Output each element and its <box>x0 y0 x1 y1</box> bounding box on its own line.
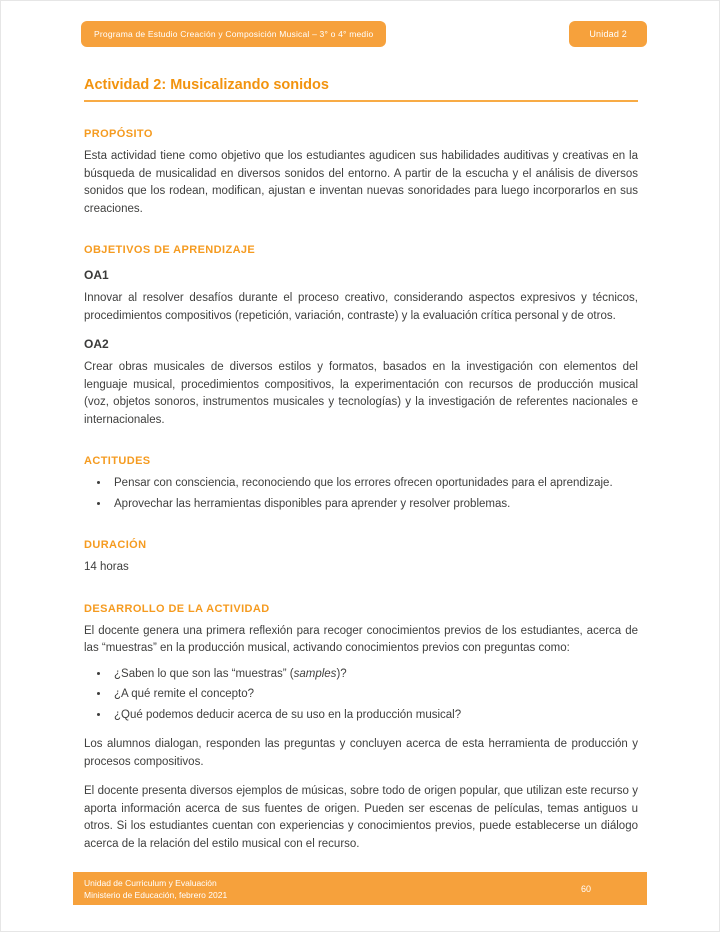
bullet-item <box>110 707 638 725</box>
oa2-label: OA2 <box>84 337 109 351</box>
question-text: ¿Qué podemos deducir acerca de su uso en la producción musical? <box>114 708 462 721</box>
page-number: 60 <box>580 883 591 894</box>
section-heading-desarrollo: DESARROLLO DE LA ACTIVIDAD <box>84 602 270 615</box>
bullet-item: • Aprovechar las herramientas disponibles para aprender y resolver problemas. <box>110 496 638 514</box>
oa1-label: OA1 <box>84 268 109 282</box>
section-heading-duracion: DURACIÓN <box>84 539 147 551</box>
desarrollo-questions-list <box>84 666 638 725</box>
footer-credits <box>84 877 227 901</box>
desarrollo-paragraph-3: El docente presenta diversos ejemplos de músicas, sobre todo de origen popular, que utilizan este recurso y aporta información acerca de sus fuentes de origen. Pueden ser escenas de películas, temas antiguos u otros. Si los estudiantes cuentan con experiencias y conocimientos previos, puede establecerse un diálogo acerca de la relación del estilo musical con el recurso. <box>84 785 638 850</box>
section-heading-actitudes: ACTITUDES <box>84 455 151 467</box>
section-heading-proposito: PROPÓSITO <box>84 128 153 140</box>
footer-org-line: Unidad de Curriculum y Evaluación <box>84 877 217 888</box>
duracion-value: 14 horas <box>84 561 129 573</box>
bullet-item <box>110 686 638 704</box>
bullet-item <box>110 666 638 684</box>
oa2-paragraph: Crear obras musicales de diversos estilos y formatos, basados en la investigación con elementos del lenguaje musical, procedimientos compositivos, la experimentación con recursos de producción musical (voz, objetos sonoros, instrumentos musicales y tecnologías) y la investigación de referentes nacionales e internacionales. <box>84 361 638 426</box>
section-heading-objetivos: OBJETIVOS DE APRENDIZAJE <box>84 244 256 256</box>
proposito-paragraph: Esta actividad tiene como objetivo que los estudiantes agudicen sus habilidades auditivas y creativas en la búsqueda de musicalidad en diversos sonidos del entorno. A partir de la escucha y el análisis de diversos sonidos que los rodean, modifican, ajustan e inventan nuevas sonoridades para luego incorporarlos en sus creaciones. <box>84 150 638 215</box>
page-footer <box>73 872 647 905</box>
activity-title: Actividad 2: Musicalizando sonidos <box>84 77 329 93</box>
question-text: ¿A qué remite el concepto? <box>114 688 254 700</box>
title-divider <box>84 100 638 102</box>
question-text: )? <box>336 667 347 680</box>
document-content <box>84 1 638 853</box>
bullet-item: • Pensar con consciencia, reconociendo que los errores ofrecen oportunidades para el aprendizaje. <box>110 475 638 493</box>
desarrollo-intro-paragraph: El docente genera una primera reflexión para recoger conocimientos previos de los estudiantes, acerca de las “muestras” en la producción musical, activando conocimientos previos con preguntas como: <box>84 624 638 654</box>
actitudes-list <box>84 475 638 513</box>
program-badge: Programa de Estudio Creación y Composición Musical – 3° o 4° medio <box>81 21 386 47</box>
question-italic: samples <box>293 667 337 680</box>
oa1-paragraph: Innovar al resolver desafíos durante el proceso creativo, considerando aspectos expresivos y técnicos, procedimientos compositivos (repetición, variación, contraste) y la evaluación crítica personal y de otros. <box>84 292 638 322</box>
unit-badge: Unidad 2 <box>569 21 647 47</box>
question-text: ¿Saben lo que son las “muestras” ( <box>114 667 294 680</box>
desarrollo-paragraph-2: Los alumnos dialogan, responden las preguntas y concluyen acerca de esta herramienta de producción y procesos compositivos. <box>84 738 638 768</box>
footer-ministry-line: Ministerio de Educación, febrero 2021 <box>84 889 228 900</box>
